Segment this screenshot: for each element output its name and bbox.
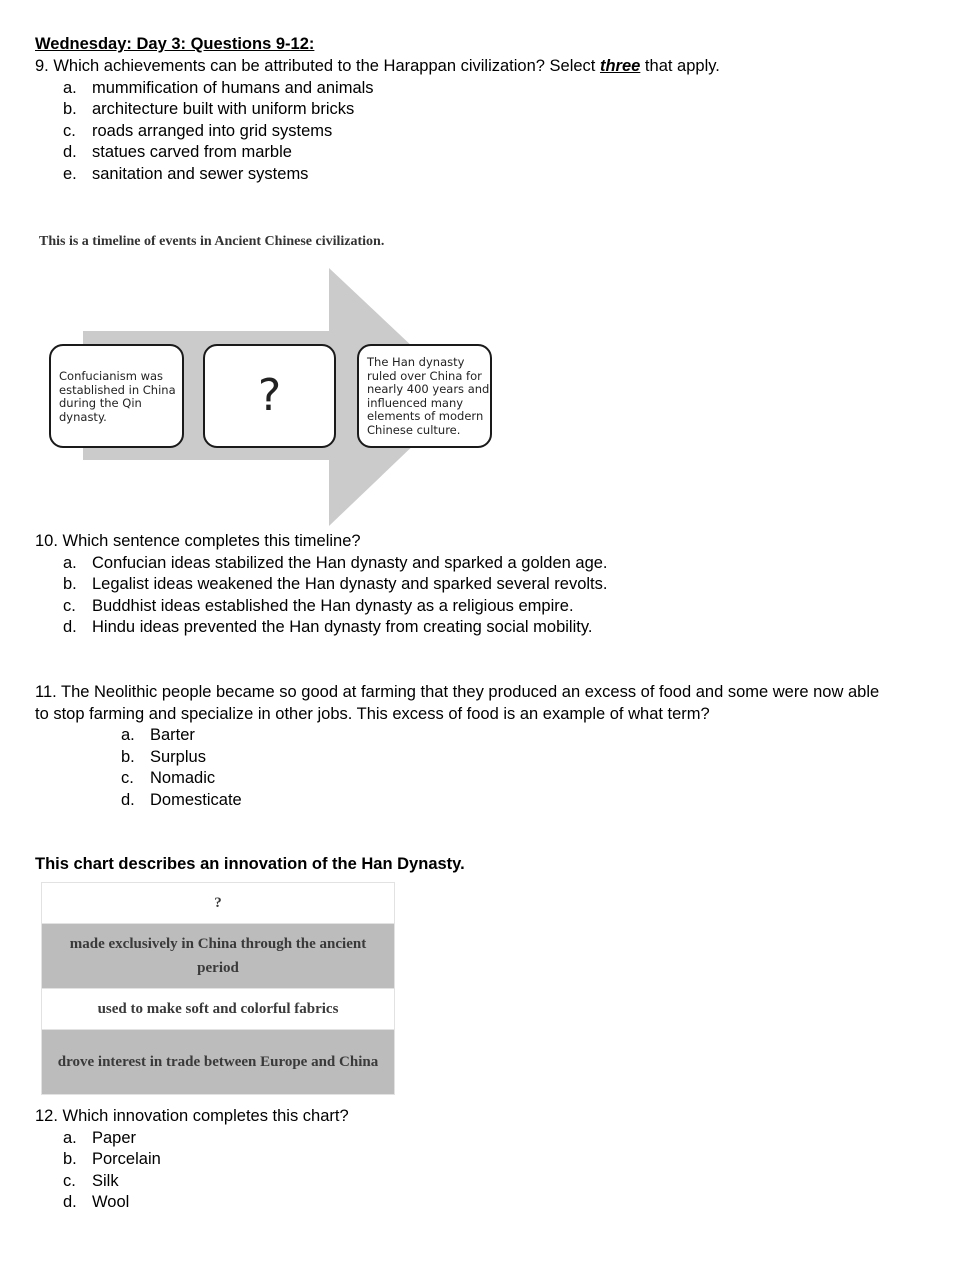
timeline-caption: This is a timeline of events in Ancient Chinese civilization.: [39, 234, 385, 249]
timeline-event-1: [49, 344, 184, 448]
event-3-line: ruled over China for: [367, 368, 482, 383]
event-1-line: established in China: [59, 382, 176, 397]
q12-option-d: [63, 1192, 129, 1213]
option-text: mummification of humans and animals: [92, 79, 374, 97]
page-heading: Wednesday: Day 3: Questions 9-12:: [35, 35, 315, 53]
option-text: Nomadic: [150, 769, 216, 787]
q11-option-a: [121, 725, 195, 746]
option-letter: e.: [63, 165, 77, 183]
event-3-line: Chinese culture.: [367, 422, 461, 437]
event-1-line: Confucianism was: [59, 369, 164, 383]
q12-option-c: [63, 1171, 119, 1192]
innovation-chart: [41, 882, 395, 1095]
option-text: Confucian ideas stabilized the Han dynasty and sparked a golden age.: [92, 554, 608, 572]
event-3-line: nearly 400 years and: [367, 382, 490, 396]
event-1-line: during the Qin: [59, 396, 142, 410]
option-text: Wool: [92, 1193, 130, 1211]
option-letter: a.: [121, 726, 135, 744]
question-mark: ?: [257, 370, 282, 421]
option-letter: c.: [63, 122, 76, 140]
option-letter: b.: [63, 575, 77, 593]
q12-option-b: [63, 1149, 161, 1170]
event-3-line: The Han dynasty: [367, 355, 465, 369]
question-10-prompt: 10. Which sentence completes this timeline?: [35, 532, 361, 550]
option-text: Domesticate: [150, 791, 242, 809]
q9-option-e: [63, 164, 308, 185]
chart-caption: This chart describes an innovation of the Han Dynasty.: [35, 855, 465, 873]
option-letter: a.: [63, 79, 77, 97]
timeline-event-3: [357, 344, 492, 448]
option-text: Silk: [92, 1172, 119, 1190]
chart-cell: used to make soft and colorful fabrics: [42, 989, 395, 1030]
q9-option-b: [63, 99, 354, 120]
chart-cell: ?: [42, 883, 395, 924]
option-text: Barter: [150, 726, 195, 744]
event-3-line: elements of modern: [367, 409, 484, 423]
option-text: sanitation and sewer systems: [92, 165, 309, 183]
q12-option-a: [63, 1128, 136, 1149]
q9-prompt-emphasis: three: [599, 57, 641, 75]
q10-option-a: [63, 553, 608, 574]
option-letter: d.: [121, 791, 135, 809]
option-text: roads arranged into grid systems: [92, 122, 333, 140]
question-9-prompt: [35, 56, 720, 77]
timeline-diagram: [45, 268, 505, 526]
option-letter: c.: [63, 1172, 76, 1190]
option-text: Legalist ideas weakened the Han dynasty and sparked several revolts.: [92, 575, 608, 593]
question-12-prompt: 12. Which innovation completes this chart?: [35, 1107, 349, 1125]
q10-option-b: [63, 574, 607, 595]
q11-option-d: [121, 790, 242, 811]
chart-cell: made exclusively in China through the ancient period: [42, 924, 395, 989]
option-letter: b.: [121, 748, 135, 766]
chart-row: [42, 989, 395, 1030]
event-3-line: influenced many: [367, 395, 464, 410]
q9-option-d: [63, 142, 292, 163]
chart-row: [42, 924, 395, 989]
question-11-prompt-line-1: 11. The Neolithic people became so good at farming that they produced an excess of food and some were now able: [35, 683, 880, 701]
q9-option-a: [63, 78, 374, 99]
q11-option-c: [121, 768, 215, 789]
option-text: Porcelain: [92, 1150, 161, 1168]
question-11-prompt-line-2: to stop farming and specialize in other jobs. This excess of food is an example of what term?: [35, 705, 710, 723]
q10-option-d: [63, 617, 592, 638]
option-letter: d.: [63, 618, 77, 636]
q11-option-b: [121, 747, 206, 768]
chart-row: [42, 883, 395, 924]
option-letter: a.: [63, 1129, 77, 1147]
option-text: Surplus: [150, 748, 206, 766]
option-letter: c.: [63, 597, 76, 615]
option-text: Buddhist ideas established the Han dynasty as a religious empire.: [92, 597, 574, 615]
option-text: statues carved from marble: [92, 143, 292, 161]
option-text: Paper: [92, 1129, 137, 1147]
option-letter: b.: [63, 1150, 77, 1168]
option-letter: d.: [63, 1193, 77, 1211]
chart-row: [42, 1030, 395, 1095]
q9-prompt-text: 9. Which achievements can be attributed to the Harappan civilization? Select: [35, 57, 600, 75]
option-letter: b.: [63, 100, 77, 118]
option-letter: d.: [63, 143, 77, 161]
q10-option-c: [63, 596, 574, 617]
q9-prompt-text-end: that apply.: [640, 57, 720, 75]
timeline-event-missing: [203, 344, 336, 448]
option-letter: a.: [63, 554, 77, 572]
chart-cell: drove interest in trade between Europe and China: [42, 1030, 395, 1095]
event-1-line: dynasty.: [59, 409, 107, 424]
option-letter: c.: [121, 769, 134, 787]
q9-option-c: [63, 121, 332, 142]
option-text: Hindu ideas prevented the Han dynasty from creating social mobility.: [92, 618, 593, 636]
option-text: architecture built with uniform bricks: [92, 100, 355, 118]
